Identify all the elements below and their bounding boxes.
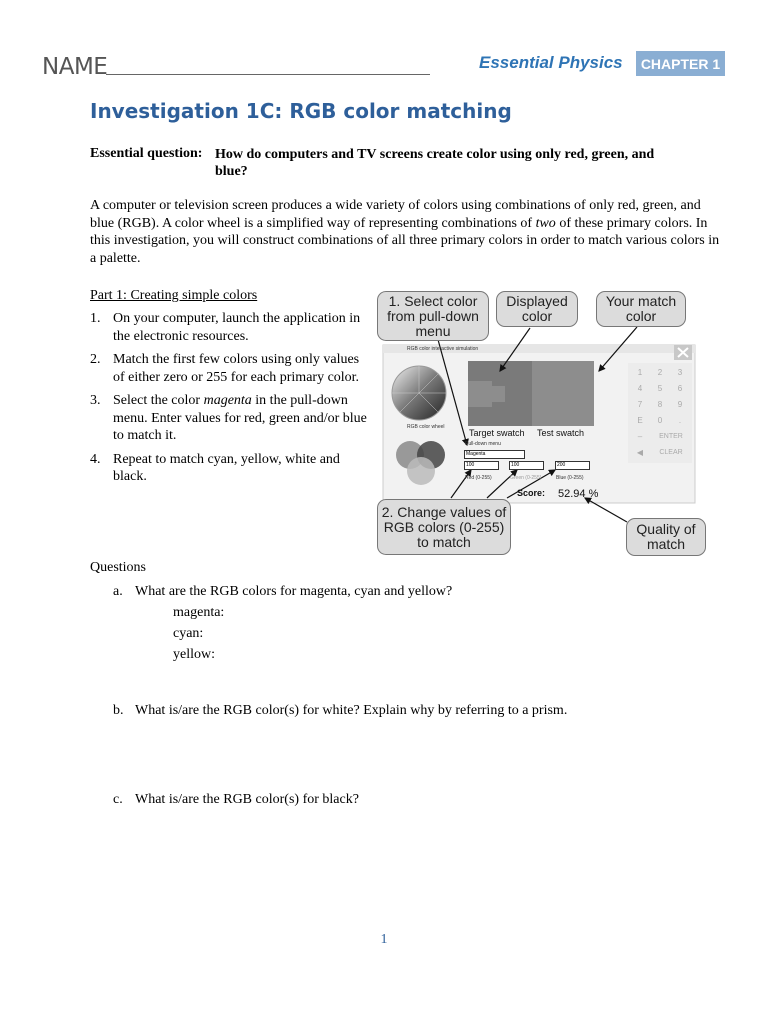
page-number: 1 [380, 932, 388, 947]
test-swatch-label: Test swatch [537, 428, 585, 438]
venn-circle-blue [407, 457, 435, 485]
sim-window-title: RGB color interactive simulation [407, 346, 479, 352]
intro-text-1: A computer or television screen produces a wide variety of colors using combinations of only red, green, and blue (RGB). A color wheel is a simplified way of representing combinations of [90, 198, 701, 231]
key-9[interactable]: 9 [677, 399, 683, 409]
key-3[interactable]: 3 [677, 367, 683, 377]
key-6[interactable]: 6 [677, 383, 683, 393]
simulation-figure [375, 288, 710, 558]
intro-italic: two [535, 215, 556, 231]
key-0[interactable]: 0 [657, 415, 663, 425]
target-swatch-label: Target swatch [469, 428, 525, 438]
question-text: What are the RGB colors for magenta, cyan and yellow? [135, 584, 453, 599]
enter-button[interactable]: ENTER [659, 432, 683, 440]
essential-question-text: How do computers and TV screens create color using only red, green, and blue? [215, 147, 655, 179]
question-letter: b. [113, 703, 124, 718]
question-text: What is/are the RGB color(s) for white? Explain why by referring to a prism. [135, 703, 568, 718]
color-wheel-label: RGB color wheel [407, 424, 445, 430]
callout-displayed-color: Displayed color [496, 291, 578, 327]
intro-text-2: of these primary colors. In this investigation, you will construct combinations of all three primary colors in order to match various colors in a palette. [90, 215, 720, 266]
step-item [90, 310, 370, 345]
score-label: Score: [517, 488, 546, 498]
step-text: On your computer, launch the application in the electronic resources. [113, 311, 361, 344]
step-number: 3. [90, 393, 101, 408]
step-text-1: Select the color [113, 393, 204, 408]
part1-heading: Part 1: Creating simple colors [90, 288, 258, 303]
step-number: 4. [90, 451, 101, 467]
step-item [90, 451, 370, 486]
pulldown-label: Pull-down menu [465, 441, 501, 447]
answer-line-magenta: magenta: [173, 605, 225, 620]
test-swatch [532, 361, 594, 426]
green-label: Green (0-255) [510, 475, 542, 481]
answer-line-yellow: yellow: [173, 647, 215, 662]
key-4[interactable]: 4 [637, 383, 643, 393]
essential-question-label: Essential question: [90, 146, 203, 161]
key-7[interactable]: 7 [637, 399, 643, 409]
score-value: 52.94 % [558, 488, 599, 500]
step-text-2: in the pull-down menu. Enter values for red, green and/or blue to match it. [113, 393, 367, 443]
step-number: 2. [90, 352, 101, 367]
step-italic: magenta [203, 393, 252, 408]
callout-quality: Quality of match [626, 518, 706, 556]
key-5[interactable]: 5 [657, 383, 663, 393]
question-text: What is/are the RGB color(s) for black? [135, 792, 359, 807]
step-text: Repeat to match cyan, yellow, white and black. [113, 451, 340, 484]
answer-line-cyan: cyan: [173, 626, 204, 641]
key-e[interactable]: E [637, 415, 643, 425]
key-1[interactable]: 1 [637, 367, 643, 377]
question-letter: a. [113, 584, 123, 599]
red-label: Red (0-255) [465, 475, 492, 481]
step-item [90, 351, 370, 386]
callout-change-values: 2. Change values of RGB colors (0-255) to match [377, 499, 511, 555]
blue-input[interactable]: 200 [555, 461, 590, 470]
callout-your-match: Your match color [596, 291, 686, 327]
back-arrow-icon[interactable]: ◀ [636, 447, 644, 457]
part1-steps [90, 310, 370, 492]
blue-label: Blue (0-255) [556, 475, 584, 481]
book-title: Essential Physics [479, 53, 623, 72]
name-label: NAME [42, 54, 108, 80]
step-item [90, 392, 370, 445]
color-select[interactable]: Magenta [464, 450, 525, 459]
callout-select-color: 1. Select color from pull-down menu [377, 291, 489, 341]
question-letter: c. [113, 792, 123, 807]
step-text: Match the first few colors using only values of either zero or 255 for each primary color. [113, 352, 360, 385]
questions-heading: Questions [90, 560, 146, 575]
clear-button[interactable]: CLEAR [659, 448, 683, 456]
chapter-badge: CHAPTER 1 [636, 51, 725, 76]
green-input[interactable]: 100 [509, 461, 544, 470]
key-dot[interactable]: . [678, 415, 682, 425]
step-number: 1. [90, 311, 101, 326]
page-title: Investigation 1C: RGB color matching [90, 99, 512, 123]
red-input[interactable]: 100 [464, 461, 499, 470]
key-minus[interactable]: – [637, 431, 643, 441]
key-2[interactable]: 2 [657, 367, 663, 377]
name-line [106, 74, 430, 75]
key-8[interactable]: 8 [657, 399, 663, 409]
intro-paragraph [90, 197, 720, 267]
